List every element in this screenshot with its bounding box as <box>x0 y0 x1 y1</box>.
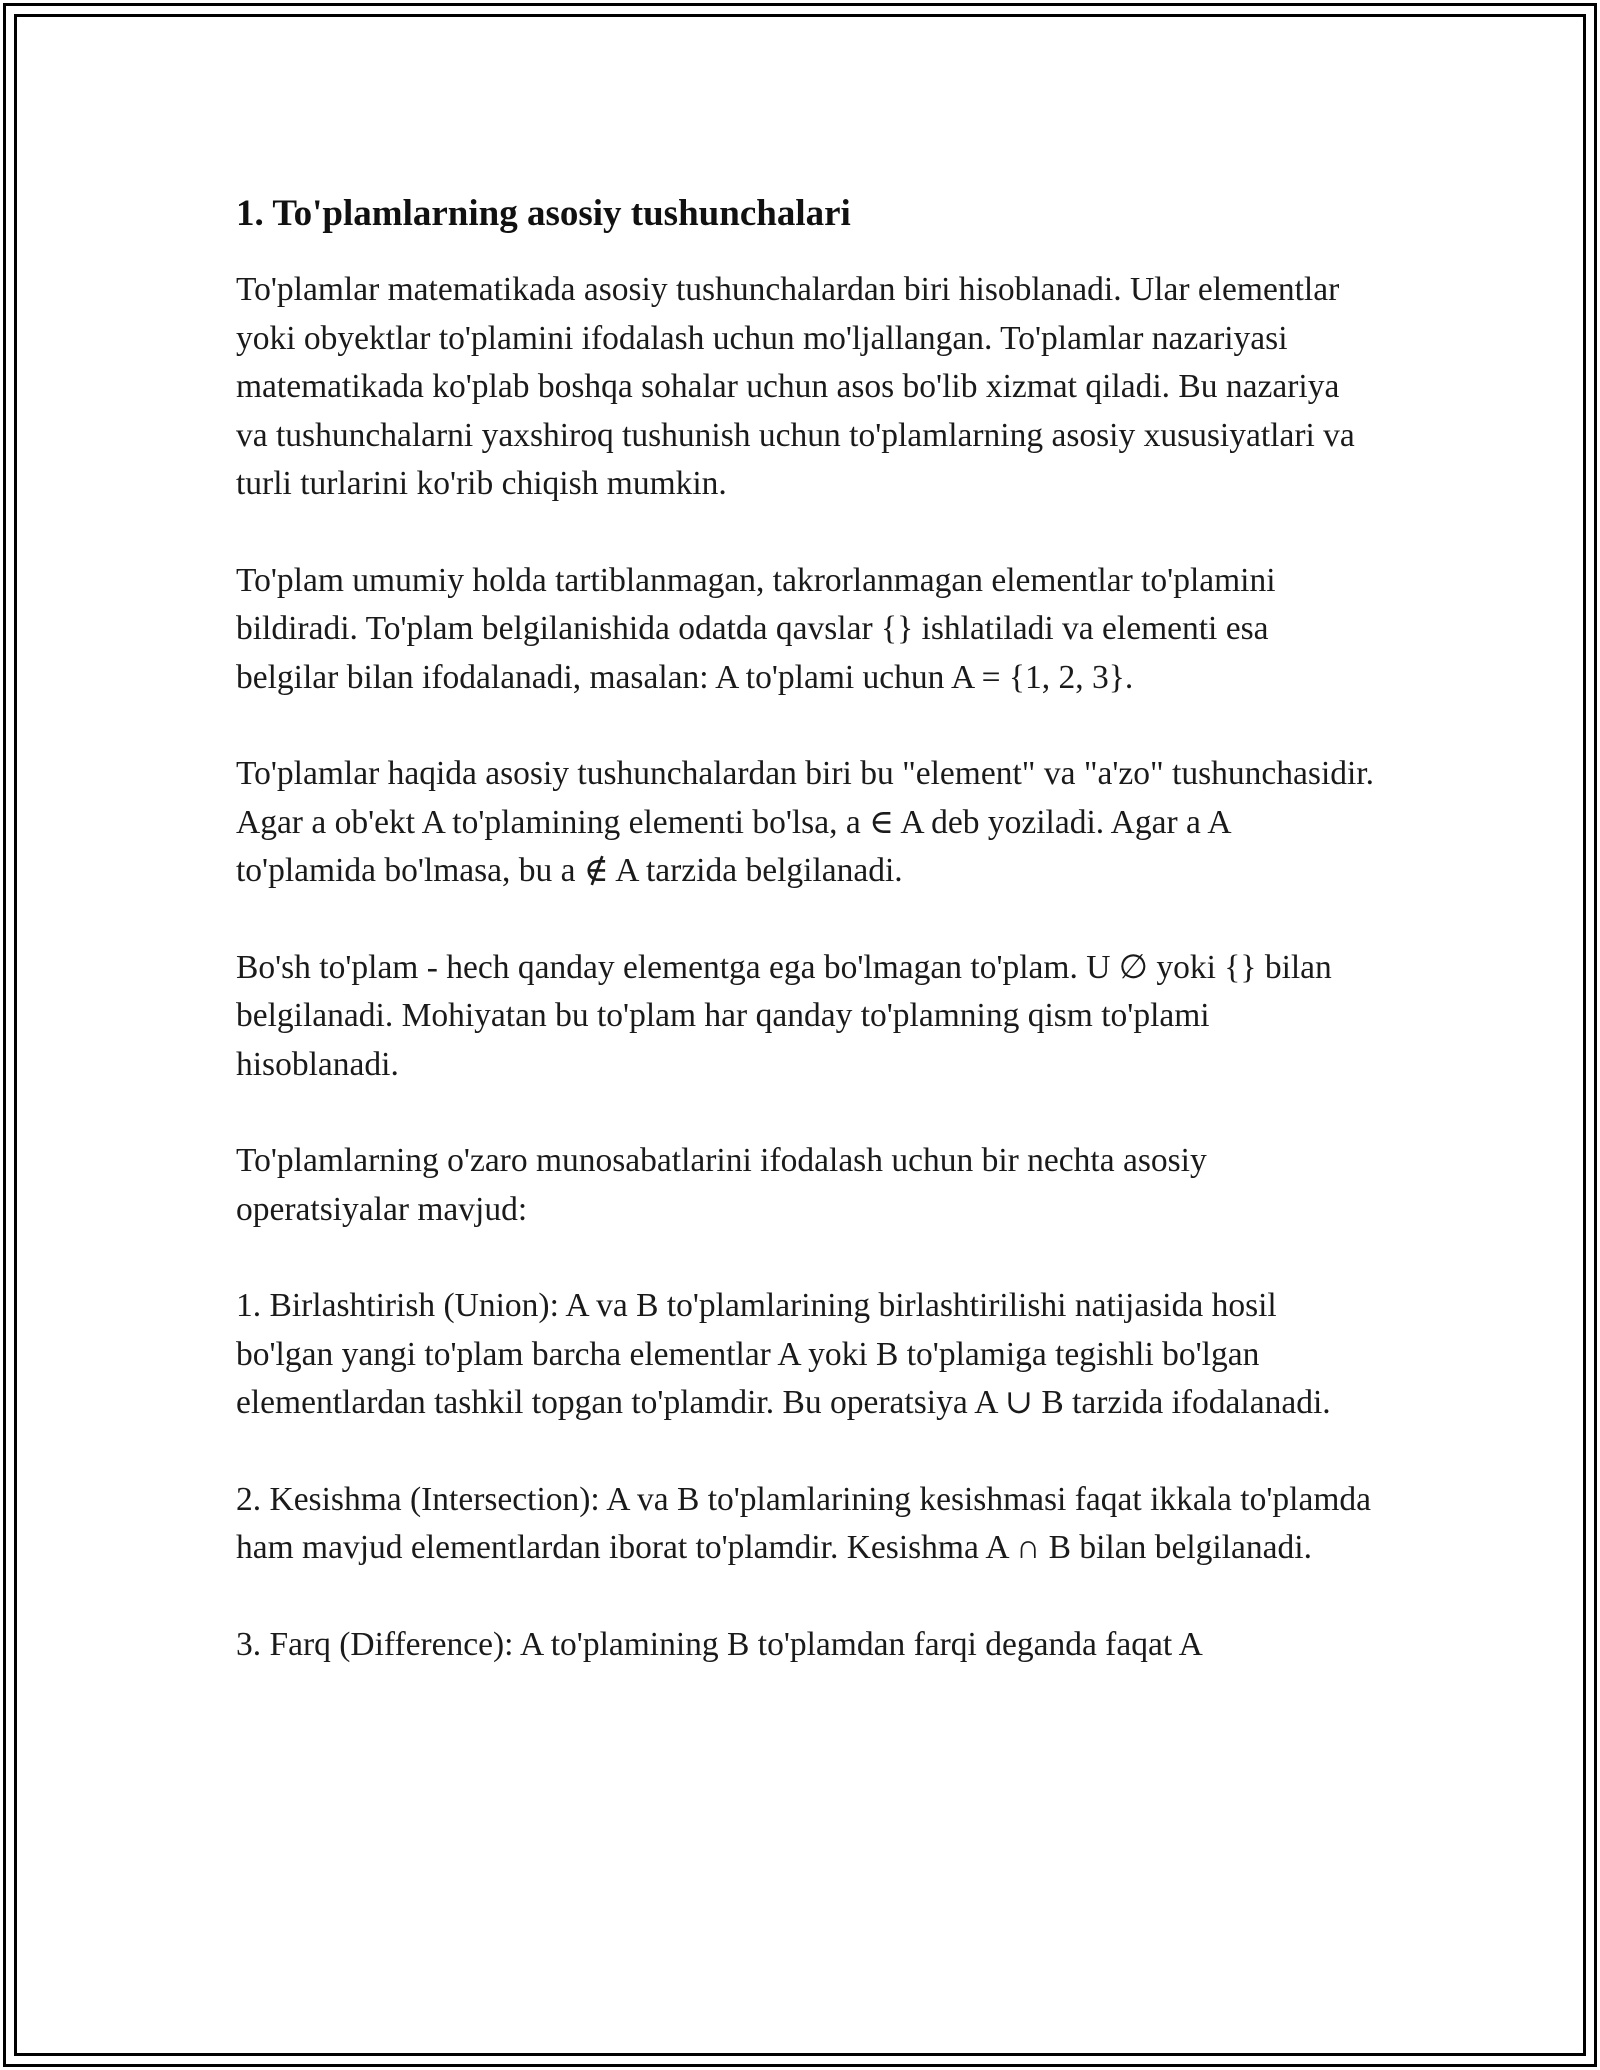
paragraph-empty-set: Bo'sh to'plam - hech qanday elementga ega bo'lmagan to'plam. U ∅ yoki {} bilan belgilanadi. Mohiyatan bu to'plam har qanday to'plamning qism to'plami hisoblanadi. <box>236 948 1332 1083</box>
paragraph-element-membership: To'plamlar haqida asosiy tushunchalardan biri bu "element" va "a'zo" tushunchasidir. Agar a ob'ekt A to'plamining elementi bo'lsa, a ∈ A deb yoziladi. Agar a A to'plamida bo'lmasa, bu a ∉ A tarzida belgilanadi. <box>236 755 1374 889</box>
paragraph-intro: To'plamlar matematikada asosiy tushunchalardan biri hisoblanadi. Ular elementlar yoki obyektlar to'plamini ifodalash uchun mo'ljallangan. To'plamlar nazariyasi matematikada ko'plab boshqa sohalar uchun asos bo'lib xizmat qiladi. Bu nazariya va tushunchalarni yaxshiroq tushunish uchun to'plamlarning asosiy xususiyatlari va turli turlarini ko'rib chiqish mumkin. <box>236 271 1355 502</box>
document-body <box>236 188 1376 1717</box>
paragraph-intersection: 2. Kesishma (Intersection): A va B to'plamlarining kesishmasi faqat ikkala to'plamda ham mavjud elementlardan iborat to'plamdir. Kesishma A ∩ B bilan belgilanadi. <box>236 1480 1371 1566</box>
paragraph-union: 1. Birlashtirish (Union): A va B to'plamlarining birlashtirilishi natijasida hosil bo'lgan yangi to'plam barcha elementlar A yoki B to'plamiga tegishli bo'lgan elementlardan tashkil topgan to'plamdir. Bu operatsiya A ∪ B tarzida ifodalanadi. <box>236 1287 1331 1421</box>
section-heading: 1. To'plamlarning asosiy tushunchalari <box>236 193 851 234</box>
paragraph-operations-intro: To'plamlarning o'zaro munosabatlarini ifodalash uchun bir nechta asosiy operatsiyalar mavjud: <box>236 1142 1207 1228</box>
paragraph-set-definition: To'plam umumiy holda tartiblanmagan, takrorlanmagan elementlar to'plamini bildiradi. To'plam belgilanishida odatda qavslar {} ishlatiladi va elementi esa belgilar bilan ifodalanadi, masalan: A to'plami uchun A = {1, 2, 3}. <box>236 561 1276 696</box>
paragraph-difference: 3. Farq (Difference): A to'plamining B to'plamdan farqi deganda faqat A <box>236 1625 1203 1663</box>
